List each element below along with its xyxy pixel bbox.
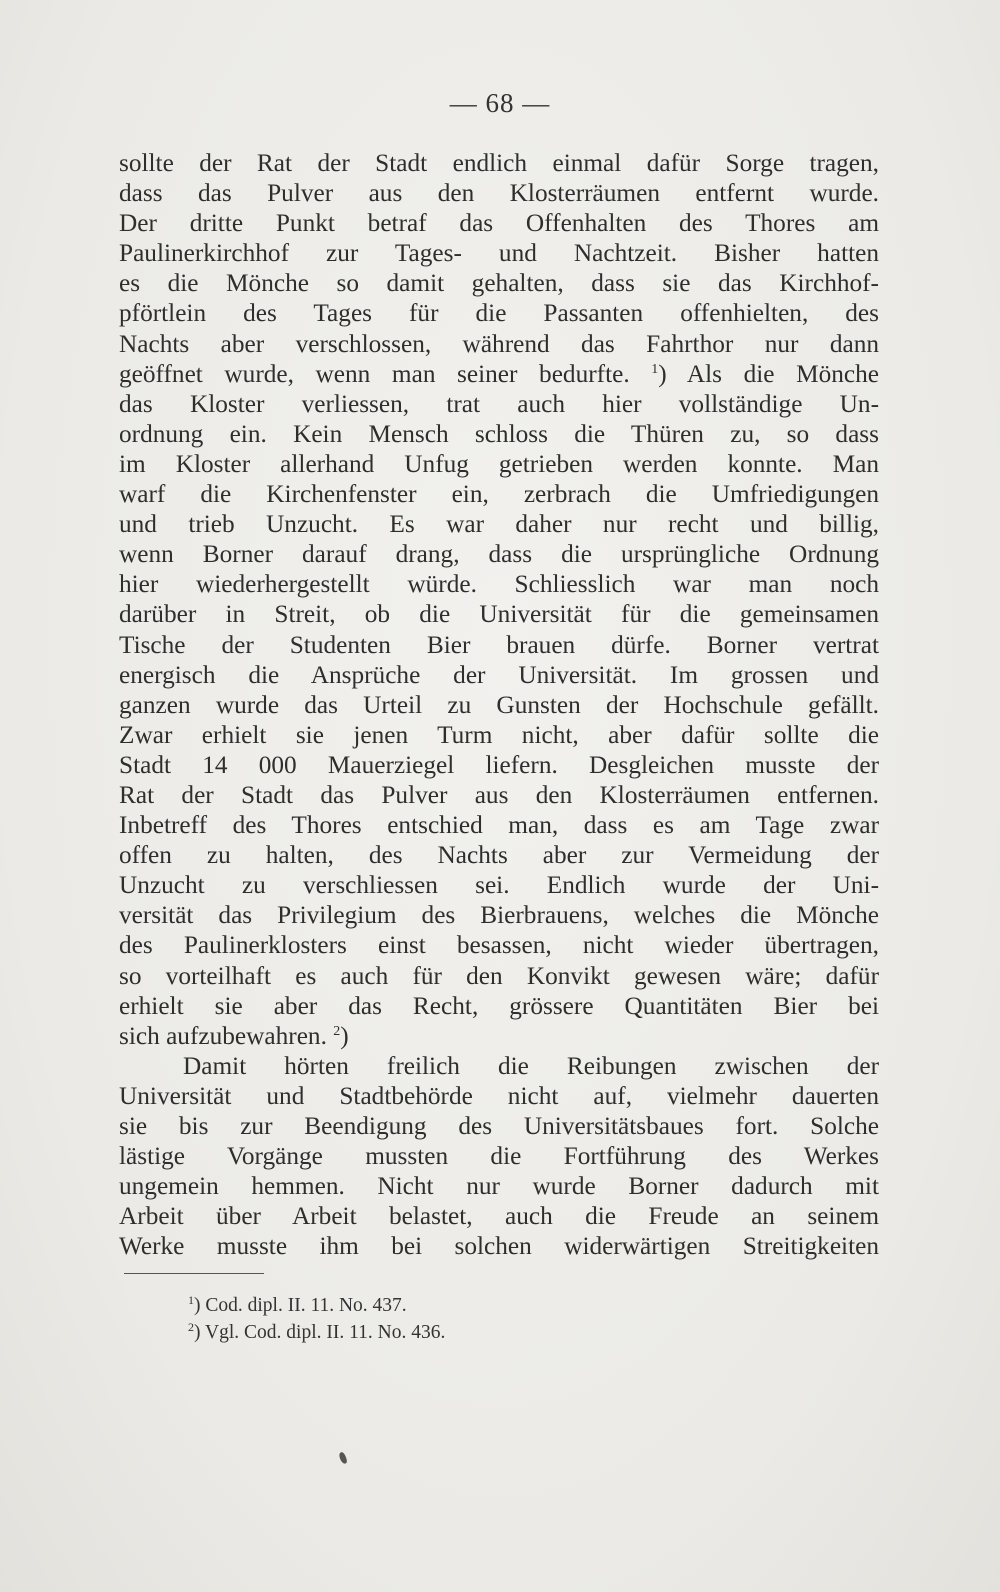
footnote-rule — [124, 1273, 264, 1274]
footnotes — [188, 1292, 788, 1346]
text-line: Paulinerkirchhof zur Tages- und Nachtzeit. Bisher hatten — [119, 239, 879, 268]
text-line: erhielt sie aber das Recht, grössere Quantitäten Bier bei — [119, 991, 879, 1020]
text-line: wenn Borner darauf drang, dass die ursprüngliche Ordnung — [119, 540, 879, 569]
text-line: ungemein hemmen. Nicht nur wurde Borner dadurch mit — [119, 1172, 879, 1201]
text-segment: ) Als die Mönche — [658, 359, 879, 388]
paragraph-start-line: Damit hörten freilich die Reibungen zwischen der — [183, 1051, 879, 1080]
text-segment: sich aufzubewahren. — [119, 1021, 327, 1050]
text-line: und trieb Unzucht. Es war daher nur recht und billig, — [119, 510, 879, 539]
text-line: das Kloster verliessen, trat auch hier vollständige Un- — [119, 389, 879, 418]
text-line: Zwar erhielt sie jenen Turm nicht, aber dafür sollte die — [119, 720, 879, 749]
text-line-with-footnote-2 — [119, 1021, 879, 1051]
text-line: Unzucht zu verschliessen sei. Endlich wurde der Uni- — [119, 871, 879, 900]
ink-speck — [338, 1451, 348, 1464]
footnote-mark-2: 2 — [188, 1320, 194, 1334]
text-line: Inbetreff des Thores entschied man, dass es am Tage zwar — [119, 811, 879, 840]
text-line: offen zu halten, des Nachts aber zur Vermeidung der — [119, 841, 879, 870]
text-line: Rat der Stadt das Pulver aus den Klosterräumen entfernen. — [119, 780, 879, 809]
text-line: Der dritte Punkt betraf das Offenhalten des Thores am — [119, 209, 879, 238]
text-line: im Kloster allerhand Unfug getrieben werden konnte. Man — [119, 449, 879, 478]
text-line-with-footnote-1 — [119, 359, 879, 389]
text-line: sollte der Rat der Stadt endlich einmal dafür Sorge tragen, — [119, 149, 879, 177]
body-text — [119, 148, 879, 1261]
text-line: hier wiederhergestellt würde. Schliesslich war man noch — [119, 570, 879, 599]
text-line: Nachts aber verschlossen, während das Fahrthor nur dann — [119, 329, 879, 358]
text-line: Tische der Studenten Bier brauen dürfe. Borner vertrat — [119, 630, 879, 659]
footnote-ref-1: 1 — [651, 361, 659, 377]
text-line: Werke musste ihm bei solchen widerwärtigen Streitigkeiten — [119, 1232, 879, 1261]
footnote-1 — [188, 1292, 788, 1319]
text-line: ganzen wurde das Urteil zu Gunsten der Hochschule gefällt. — [119, 690, 879, 719]
footnote-text-1: ) Cod. dipl. II. 11. No. 437. — [194, 1295, 407, 1316]
text-line: ordnung ein. Kein Mensch schloss die Thüren zu, so dass — [119, 419, 879, 448]
text-line: sie bis zur Beendigung des Universitätsbaues fort. Solche — [119, 1112, 879, 1140]
text-line: versität das Privilegium des Bierbrauens, welches die Mönche — [119, 901, 879, 930]
text-line: so vorteilhaft es auch für den Konvikt gewesen wäre; dafür — [119, 961, 879, 990]
text-line: darüber in Streit, ob die Universität für die gemeinsamen — [119, 600, 879, 629]
footnote-ref-2: 2 — [333, 1023, 341, 1039]
text-segment: ) — [340, 1021, 349, 1050]
text-line: energisch die Ansprüche der Universität. Im grossen und — [119, 660, 879, 689]
page-number: — 68 — — [449, 88, 551, 118]
text-line: dass das Pulver aus den Klosterräumen entfernt wurde. — [119, 179, 879, 208]
footnote-mark-1: 1 — [188, 1293, 194, 1307]
text-segment: geöffnet wurde, wenn man seiner bedurfte. — [119, 359, 630, 388]
text-line: des Paulinerklosters einst besassen, nicht wieder übertragen, — [119, 931, 879, 960]
text-line: es die Mönche so damit gehalten, dass sie das Kirchhof- — [119, 269, 879, 298]
text-line: lästige Vorgänge mussten die Fortführung des Werkes — [119, 1142, 879, 1171]
text-line: Universität und Stadtbehörde nicht auf, vielmehr dauerten — [119, 1081, 879, 1110]
text-line: warf die Kirchenfenster ein, zerbrach die Umfriedigungen — [119, 480, 879, 509]
footnote-text-2: ) Vgl. Cod. dipl. II. 11. No. 436. — [194, 1322, 446, 1343]
text-line: Arbeit über Arbeit belastet, auch die Freude an seinem — [119, 1202, 879, 1231]
text-line: Stadt 14 000 Mauerziegel liefern. Desgleichen musste der — [119, 750, 879, 779]
footnote-2 — [188, 1319, 788, 1346]
text-line: pförtlein des Tages für die Passanten offenhielten, des — [119, 299, 879, 328]
